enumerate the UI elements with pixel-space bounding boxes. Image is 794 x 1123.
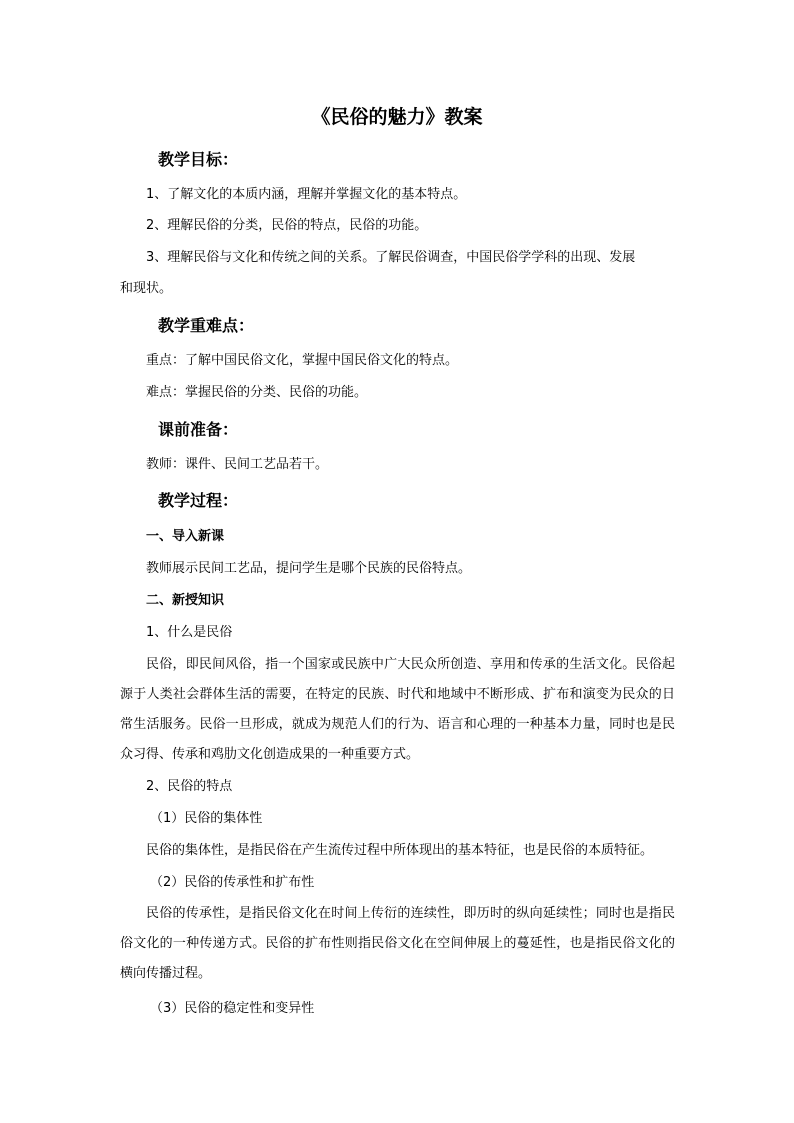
- objectives-heading: 教学目标：: [158, 150, 239, 169]
- feature-1-text: 民俗的集体性，是指民俗在产生流传过程中所体现出的基本特征，也是民俗的本质特征。: [146, 843, 654, 858]
- question-2-title: 2、民俗的特点: [146, 779, 233, 794]
- preparation-heading: 课前准备：: [158, 420, 239, 439]
- objective-item-2: 2、理解民俗的分类，民俗的特点，民俗的功能。: [146, 218, 428, 233]
- process-part2-title: 二、新授知识: [146, 593, 225, 608]
- process-part1-title: 一、导入新课: [146, 529, 225, 544]
- question-1-paragraph: 民俗，即民间风俗，指一个国家或民族中广大民众所创造、享用和传承的生活文化。民俗起源于人类社会群体生活的需要，在特定的民族、时代和地域中不断形成、扩布和演变为民众的日常生活服务。民俗一旦形成，就成为规范人们的行为、语言和心理的一种基本力量，同时也是民众习得、传承和鸡肋文化创造成果的一种重要方式。: [120, 657, 675, 762]
- key-point-focus: 重点：了解中国民俗文化，掌握中国民俗文化的特点。: [146, 353, 459, 368]
- feature-3-title: （3）民俗的稳定性和变异性: [150, 1001, 315, 1016]
- key-points-heading: 教学重难点：: [158, 316, 255, 335]
- objective-item-1: 1、了解文化的本质内涵，理解并掌握文化的基本特点。: [146, 187, 467, 202]
- document-title: 《民俗的魅力》教案: [311, 106, 483, 128]
- objective-item-3-continuation: 和现状。: [120, 281, 173, 296]
- process-part1-text: 教师展示民间工艺品，提问学生是哪个民族的民俗特点。: [146, 561, 472, 576]
- key-point-difficulty: 难点：掌握民俗的分类、民俗的功能。: [146, 385, 368, 400]
- feature-2-paragraph: 民俗的传承性，是指民俗文化在时间上传衍的连续性，即历时的纵向延续性；同时也是指民俗文化的一种传递方式。民俗的扩布性则指民俗文化在空间伸展上的蔓延性，也是指民俗文化的横向传播过程。: [120, 906, 675, 981]
- process-heading: 教学过程：: [158, 491, 239, 510]
- preparation-teacher: 教师：课件、民间工艺品若干。: [146, 457, 329, 472]
- feature-2-title: （2）民俗的传承性和扩布性: [150, 875, 315, 890]
- feature-1-title: （1）民俗的集体性: [150, 811, 263, 826]
- objective-item-3: 3、理解民俗与文化和传统之间的关系。了解民俗调查，中国民俗学学科的出现、发展: [146, 250, 636, 265]
- question-1-title: 1、什么是民俗: [146, 625, 233, 640]
